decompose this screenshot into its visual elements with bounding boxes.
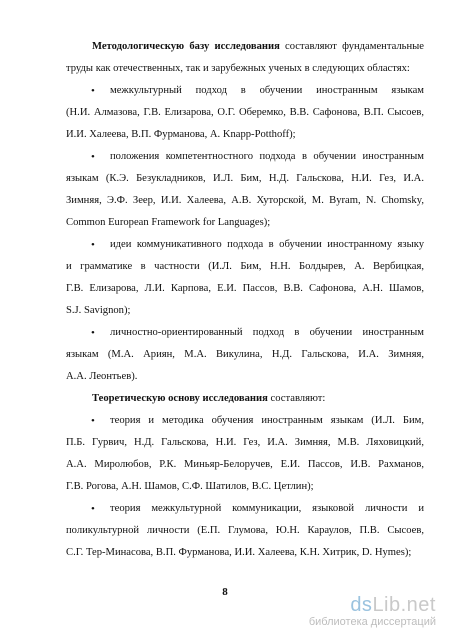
bullet-item-competence: • положения компетентностного подхода в обучении иностранным xyxy=(91,151,424,163)
bullet-icon: • xyxy=(91,85,95,97)
text-line: С.Г. Тер-Минасова, В.П. Фурманова, И.И. Халеева, К.Н. Хитрик, D. Hymes); xyxy=(66,547,412,558)
bullet-item-intercultural: • межкультурный подход в обучении иностранным языкам xyxy=(91,85,424,97)
page-number: 8 xyxy=(222,586,228,598)
text-line: Г.В. Елизарова, Л.И. Карпова, Е.И. Пассов, В.В. Сафонова, А.Н. Шамов, xyxy=(66,283,424,294)
watermark-subtitle: библиотека диссертаций xyxy=(308,616,436,628)
bullet-icon: • xyxy=(91,327,95,339)
paragraph-methodology-line2: труды как отечественных, так и зарубежных ученых в следующих областях: xyxy=(66,63,410,74)
bullet-icon: • xyxy=(91,239,95,251)
watermark xyxy=(286,594,436,629)
text-line: А.А. Леонтьев). xyxy=(66,371,138,382)
text-line: и грамматике в частности (И.Л. Бим, Н.Н. Болдырев, А. Вербицкая, xyxy=(66,261,424,272)
bullet-icon: • xyxy=(91,415,95,427)
bullet-item-intercultural-communication: • теория межкультурной коммуникации, языковой личности и xyxy=(91,503,424,515)
text-line: Г.В. Рогова, А.Н. Шамов, С.Ф. Шатилов, В.С. Цетлин); xyxy=(66,481,314,492)
text-line: S.J. Savignon); xyxy=(66,305,131,316)
text-line: П.Б. Гурвич, Н.Д. Гальскова, Н.И. Гез, И.А. Зимняя, М.В. Ляховицкий, xyxy=(66,437,424,448)
text-line: (Н.И. Алмазова, Г.В. Елизарова, О.Г. Оберемко, В.В. Сафонова, В.П. Сысоев, xyxy=(66,107,424,118)
text-line: языкам (К.Э. Безукладников, И.Л. Бим, Н.Д. Гальскова, Н.И. Гез, И.А. xyxy=(66,173,424,184)
bullet-item-communicative: • идеи коммуникативного подхода в обучении иностранному языку xyxy=(91,239,424,251)
text-line: И.И. Халеева, В.П. Фурманова, А. Knapp-Potthoff); xyxy=(66,129,296,140)
bullet-icon: • xyxy=(91,151,95,163)
text-line: Зимняя, Э.Ф. Зеер, И.И. Халеева, А.В. Хуторской, M. Byram, N. Chomsky, xyxy=(66,195,424,206)
bold-phrase-methodology: Методологическую базу исследования xyxy=(92,41,280,52)
bullet-item-personal: • личностно-ориентированный подход в обучении иностранным xyxy=(91,327,424,339)
watermark-logo: dsLib.net xyxy=(350,594,436,616)
text-line: поликультурной личности (Е.П. Глумова, Ю.Н. Караулов, П.В. Сысоев, xyxy=(66,525,424,536)
bullet-icon: • xyxy=(91,503,95,515)
text-line: языкам (М.А. Ариян, М.А. Викулина, Н.Д. Гальскова, И.А. Зимняя, xyxy=(66,349,424,360)
paragraph-methodology-line1: Методологическую базу исследования составляют фундаментальные xyxy=(92,41,424,52)
text-line: Common European Framework for Languages); xyxy=(66,217,271,228)
bold-phrase-theoretical: Теоретическую основу исследования xyxy=(92,393,268,404)
text-line: А.А. Миролюбов, Р.К. Миньяр-Белоручев, Е.И. Пассов, И.В. Рахманов, xyxy=(66,459,424,470)
paragraph-theoretical-basis: Теоретическую основу исследования составляют: xyxy=(92,393,326,404)
bullet-item-methodology-theory: • теория и методика обучения иностранным языкам (И.Л. Бим, xyxy=(91,415,424,427)
